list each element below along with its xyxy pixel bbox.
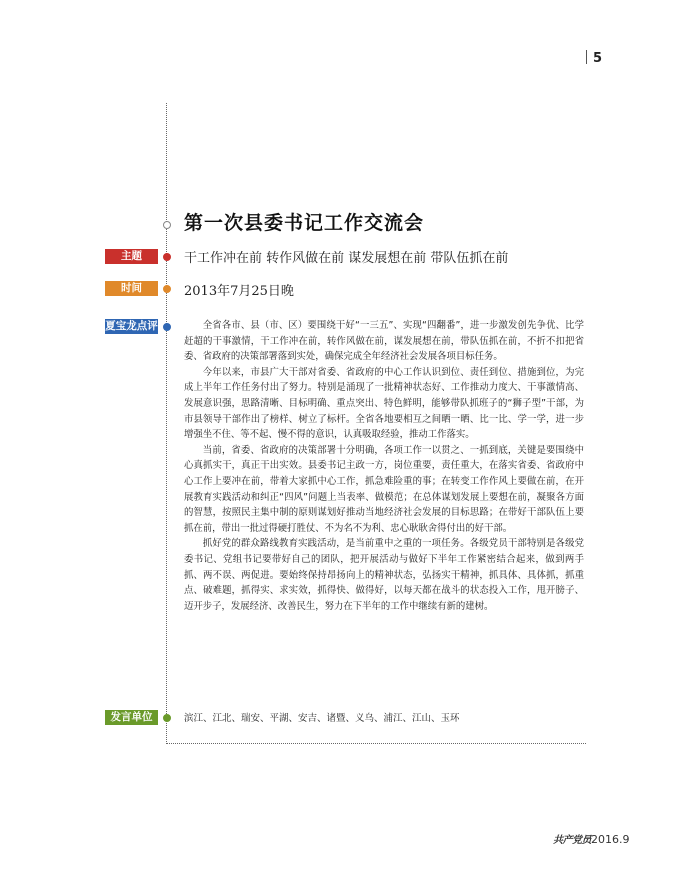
commentary-body [184, 318, 584, 614]
paragraph: 全省各市、县（市、区）要围绕干好“一三五”、实现“四翻番”，进一步激发创先争优、比学赶超的干事激情，干工作冲在前，转作风做在前，谋发展想在前，带队伍抓在前，不折不扣把省委、省政府的决策部署落到实处，确保完成全年经济社会发展各项目标任务。 [184, 320, 584, 363]
subject-text: 干工作冲在前 转作风做在前 谋发展想在前 带队伍抓在前 [184, 251, 509, 266]
footer [553, 831, 630, 846]
title-bullet [163, 221, 171, 229]
speakers-text: 滨江、江北、瑞安、平湖、安吉、诸暨、义乌、浦江、江山、玉环 [184, 713, 460, 724]
subject-label: 主题 [105, 249, 158, 264]
time-bullet [163, 285, 171, 293]
commentary-bullet [163, 323, 171, 331]
dotted-horizontal-rule [166, 743, 586, 744]
paragraph: 抓好党的群众路线教育实践活动，是当前重中之重的一项任务。各级党员干部特别是各级党委书记、党组书记要带好自己的团队，把开展活动与做好下半年工作紧密结合起来，做到两手抓、两不误、两促进。要始终保持昂扬向上的精神状态，弘扬实干精神，抓具体、具体抓，抓重点、破难题，抓得实、求实效，抓得快、做得好，以每天都在战斗的状态投入工作，甩开膀子、迈开步子，发展经济、改善民生，努力在下半年的工作中继续有新的建树。 [184, 538, 584, 612]
time-label: 时间 [105, 281, 158, 296]
commentary-label: 夏宝龙点评 [105, 320, 158, 332]
page-number: 5 [586, 50, 602, 66]
paragraph: 当前，省委、省政府的决策部署十分明确，各项工作一以贯之、一抓到底，关键是要围绕中心真抓实干，真正干出实效。县委书记主政一方，岗位重要，责任重大，在落实省委、省政府中心工作上要冲在前，带着大家抓中心工作，抓急难险重的事；在转变工作作风上要做在前，在开展教育实践活动和纠正“四风”问题上当表率、做模范；在总体谋划发展上要想在前，凝聚各方面的智慧，按照民主集中制的原则谋划好推动当地经济社会发展的目标思路；在带好干部队伍上要抓在前，带出一批过得硬打胜仗、不为名不为利、忠心耿耿舍得付出的好干部。 [184, 444, 584, 534]
magazine-brand: 共产党员 [553, 835, 591, 846]
date-text: 2013年7月25日晚 [184, 284, 294, 299]
subject-bullet [163, 253, 171, 261]
speakers-label: 发言单位 [105, 710, 158, 725]
dotted-vertical-rule [166, 103, 167, 744]
issue-number: 2016.9 [591, 833, 630, 846]
page-title: 第一次县委书记工作交流会 [184, 212, 425, 234]
paragraph: 今年以来，市县广大干部对省委、省政府的中心工作认识到位、责任到位、措施到位，为完成上半年工作任务付出了努力。特别是涌现了一批精神状态好、工作推动力度大、干事激情高、发展意识强，思路清晰、目标明确、重点突出、特色鲜明，能够带队抓班子的“狮子型”干部，为市县领导干部作出了榜样、树立了标杆。全省各地要相互之间晒一晒、比一比、学一学，进一步增强坐不住、等不起、慢不得的意识，认真吸取经验，推动工作落实。 [184, 366, 584, 441]
speakers-bullet [163, 714, 171, 722]
